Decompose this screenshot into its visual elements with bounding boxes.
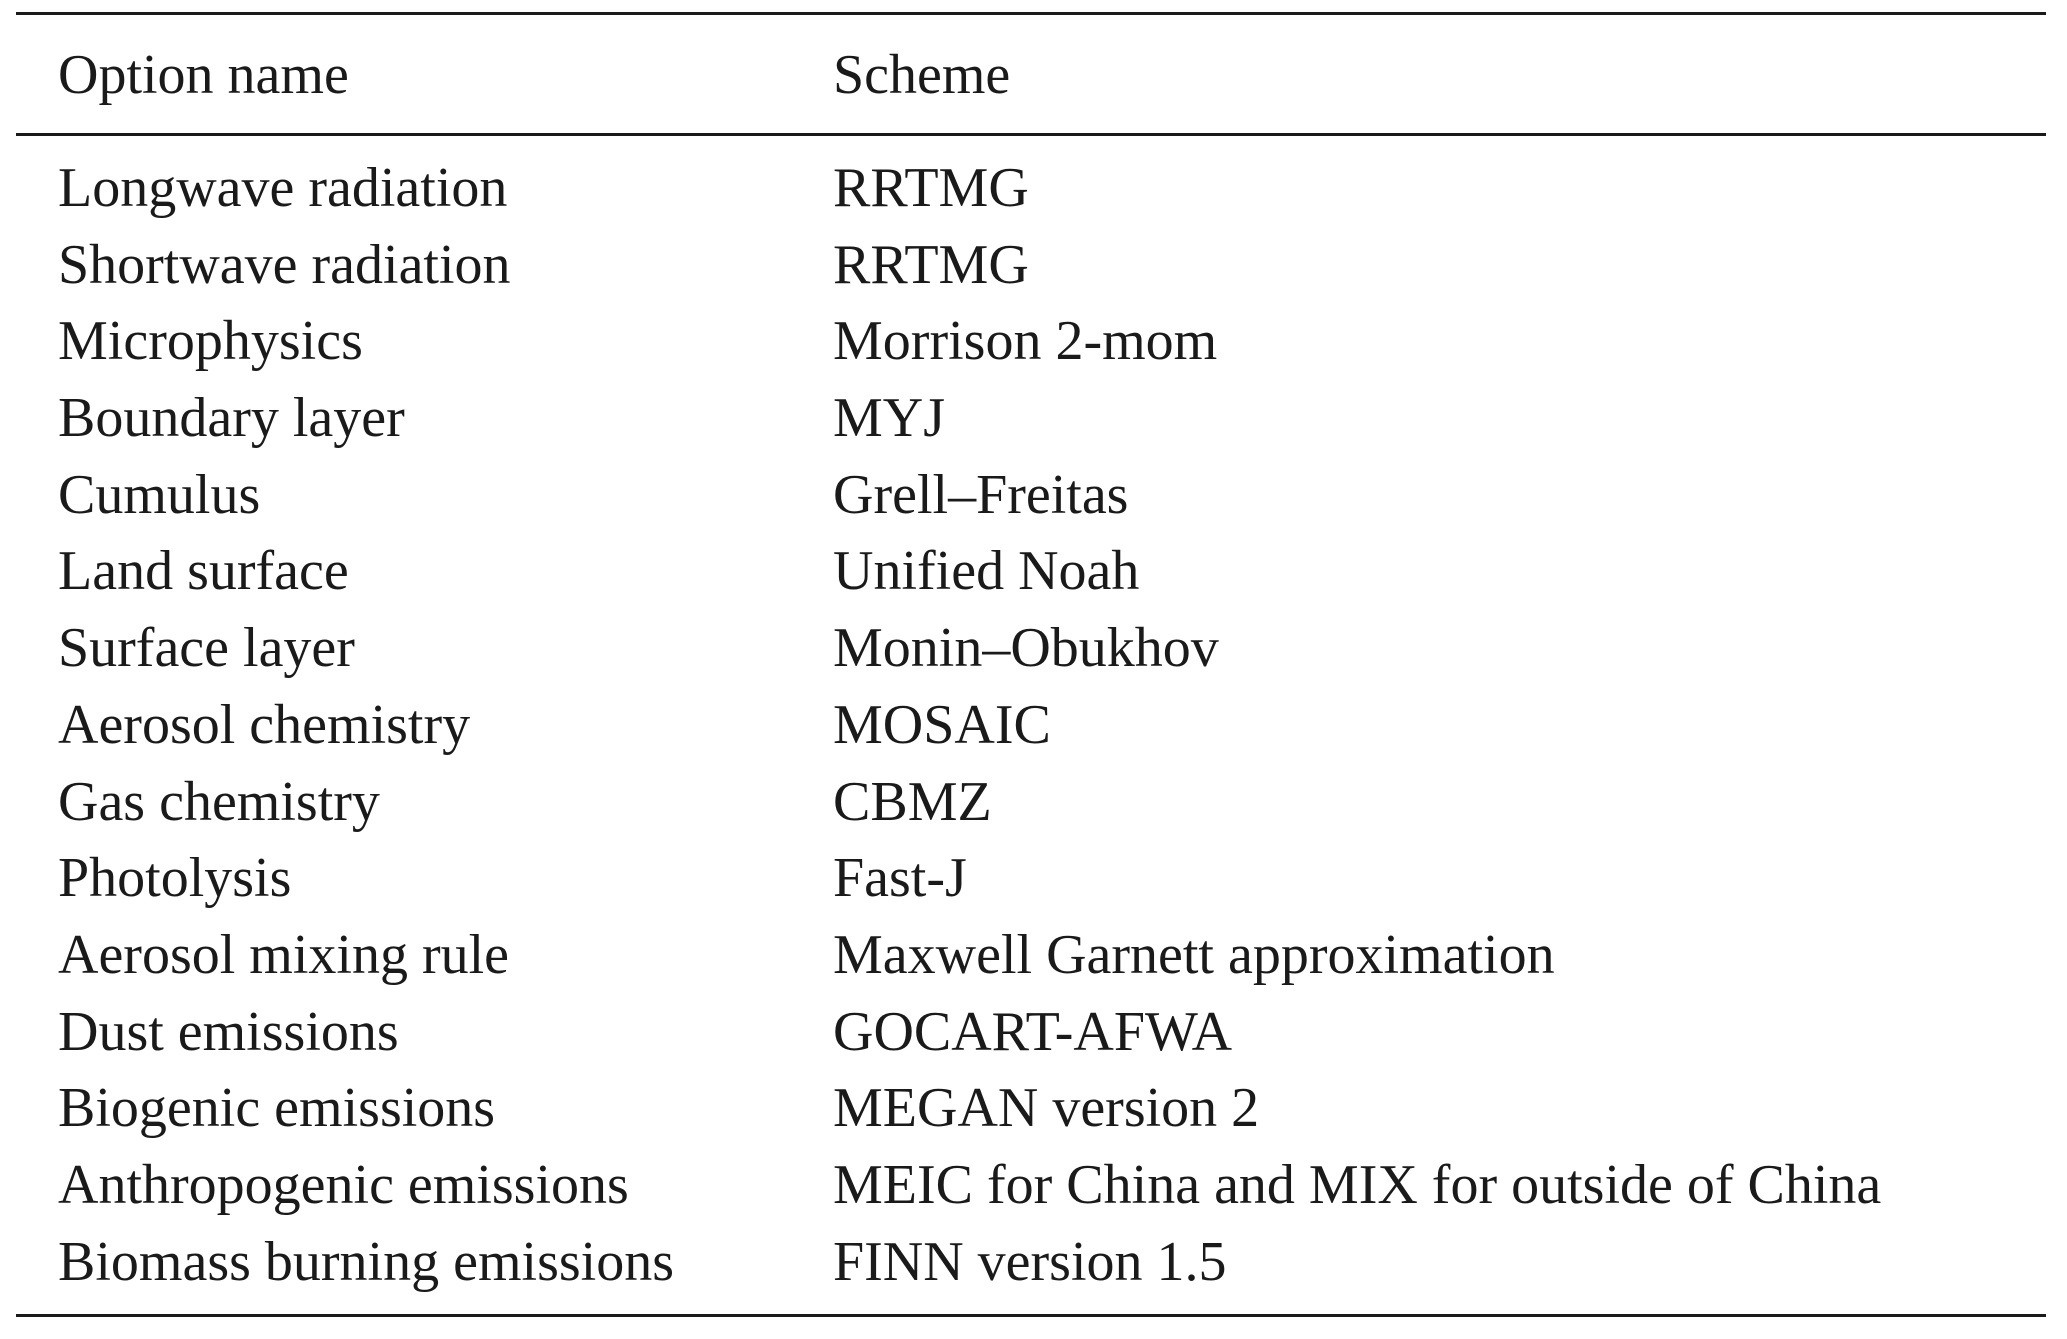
option-name-cell: Boundary layer	[58, 387, 405, 450]
scheme-cell: CBMZ	[833, 770, 992, 833]
scheme-cell: Unified Noah	[833, 540, 1140, 603]
table-row	[16, 1070, 2046, 1147]
table-header-row	[16, 15, 2046, 133]
scheme-cell: MEIC for China and MIX for outside of China	[833, 1153, 1882, 1216]
scheme-cell: MYJ	[833, 387, 946, 450]
option-name-cell: Microphysics	[58, 310, 363, 373]
scheme-cell: MEGAN version 2	[833, 1077, 1260, 1140]
option-name-cell: Aerosol mixing rule	[58, 923, 510, 986]
option-name-cell: Photolysis	[58, 847, 292, 910]
scheme-cell: Fast-J	[833, 847, 967, 910]
option-name-cell: Aerosol chemistry	[58, 693, 471, 756]
scheme-cell: RRTMG	[833, 233, 1029, 296]
header-option-name: Option name	[58, 44, 349, 106]
scheme-cell: Grell–Freitas	[833, 463, 1129, 526]
option-name-cell: Surface layer	[58, 617, 355, 680]
table-row	[16, 994, 2046, 1071]
option-name-cell: Dust emissions	[58, 1000, 399, 1063]
option-name-cell: Cumulus	[58, 463, 261, 526]
table-row	[16, 840, 2046, 917]
table-row	[16, 610, 2046, 687]
option-name-cell: Shortwave radiation	[58, 233, 511, 296]
header-scheme: Scheme	[833, 44, 1011, 106]
table-body	[16, 136, 2046, 1314]
table-row	[16, 227, 2046, 304]
table-row	[16, 764, 2046, 841]
table-row	[16, 380, 2046, 457]
scheme-cell: GOCART-AFWA	[833, 1000, 1233, 1063]
option-name-cell: Gas chemistry	[58, 770, 380, 833]
table-row	[16, 457, 2046, 534]
option-name-cell: Biogenic emissions	[58, 1077, 496, 1140]
table-row	[16, 687, 2046, 764]
table-row	[16, 303, 2046, 380]
scheme-cell: Morrison 2-mom	[833, 310, 1218, 373]
scheme-cell: Maxwell Garnett approximation	[833, 923, 1555, 986]
bottom-rule	[16, 1314, 2046, 1317]
option-name-cell: Land surface	[58, 540, 349, 603]
table-row	[16, 1224, 2046, 1301]
scheme-table	[16, 12, 2046, 1317]
table-row	[16, 150, 2046, 227]
scheme-cell: FINN version 1.5	[833, 1230, 1227, 1293]
table-row	[16, 917, 2046, 994]
option-name-cell: Anthropogenic emissions	[58, 1153, 629, 1216]
scheme-cell: RRTMG	[833, 157, 1029, 219]
table-row	[16, 533, 2046, 610]
scheme-cell: MOSAIC	[833, 693, 1051, 756]
scheme-cell: Monin–Obukhov	[833, 617, 1219, 680]
option-name-cell: Biomass burning emissions	[58, 1230, 675, 1293]
option-name-cell: Longwave radiation	[58, 157, 508, 219]
table-row	[16, 1147, 2046, 1224]
